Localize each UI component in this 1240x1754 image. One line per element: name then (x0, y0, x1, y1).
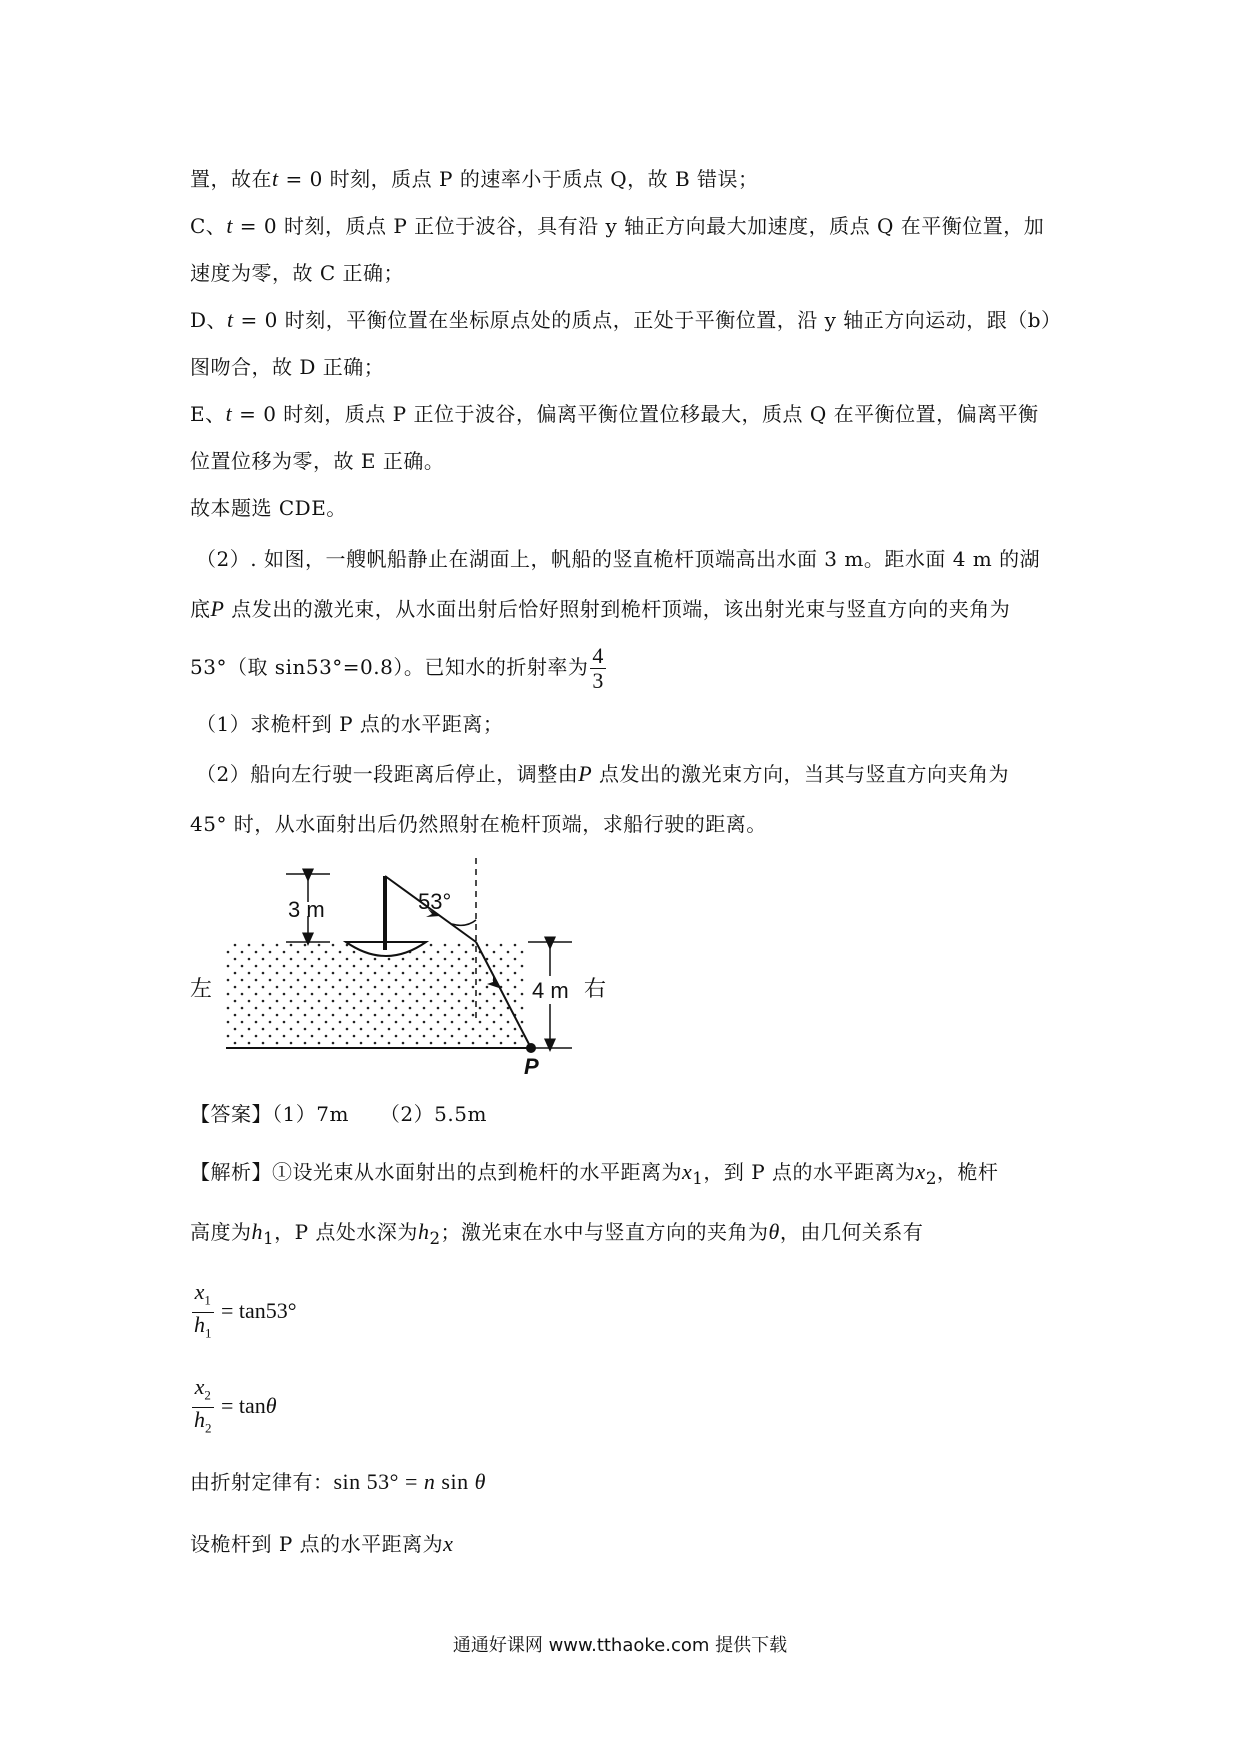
text-span: 高度为 (190, 1220, 252, 1244)
option-d-line (190, 306, 1062, 334)
sub-question-1: （1）求桅杆到 P 点的水平距离； (196, 712, 504, 736)
water-region (226, 940, 526, 1048)
angle-arc (452, 920, 476, 925)
variable-h1: h (251, 1219, 263, 1244)
option-c-line (190, 212, 1044, 240)
text-span: = 0 时刻，质点 P 正位于波谷，偏离平衡位置位移最大，质点 Q 在平衡位置，偏离平衡 (232, 402, 1039, 426)
text-span: ，到 P 点的水平距离为 (703, 1160, 916, 1184)
variable-theta: θ (474, 1469, 486, 1494)
refraction-law-line: 由折射定律有：sin 53° = n sin θ (190, 1469, 486, 1494)
text-span: ；激光束在水中与竖直方向的夹角为 (440, 1220, 769, 1244)
answer-line: 【答案】（1）7m （2）5.5m (190, 1102, 487, 1126)
variable-x: x (443, 1531, 454, 1556)
text-span: = 0 时刻，质点 P 正位于波谷，具有沿 y 轴正方向最大加速度，质点 Q 在平衡位置，加 (232, 214, 1045, 238)
text-span: 53°（取 sin53°=0.8）。已知水的折射率为 (190, 655, 589, 679)
formula-rhs: = tan53° (221, 1297, 297, 1323)
variable-x1: x (682, 1159, 693, 1184)
option-label: E、 (190, 402, 226, 426)
text-span: 点发出的激光束方向，当其与竖直方向夹角为 (592, 762, 1010, 786)
formula-rhs: = tan (221, 1392, 266, 1418)
text-span: ，P 点处水深为 (274, 1220, 418, 1244)
variable-theta: θ (265, 1392, 277, 1418)
text-span: 【解析】①设光束从水面射出的点到桅杆的水平距离为 (190, 1160, 682, 1184)
option-label: C、 (190, 214, 227, 238)
left-direction-label: 左 (190, 976, 213, 1001)
point-p-marker (526, 1043, 536, 1053)
height-label-3m: 3 m (288, 897, 325, 922)
fraction-four-thirds: $\frac{4}{3}$ (592, 643, 604, 693)
text-span: 底 (190, 597, 211, 621)
text-span: ，桅杆 (936, 1160, 999, 1184)
problem-statement-line (190, 644, 608, 693)
sailboat-laser-diagram (190, 858, 610, 1078)
depth-label-4m: 4 m (532, 978, 569, 1003)
variable-x2: x (915, 1159, 926, 1184)
variable-t: t (225, 401, 233, 426)
variable-n: n (423, 1469, 436, 1494)
variable-h2: h (417, 1219, 430, 1244)
option-label: D、 (190, 308, 228, 332)
formula-x1-over-h1: $\frac{x_1}{h_1}$ = tan53° (194, 1279, 297, 1341)
variable-t: t (272, 166, 279, 191)
formula-x2-over-h2: $\frac{x_2}{h_2}$ = tanθ (194, 1374, 277, 1436)
right-direction-label: 右 (584, 976, 607, 1001)
problem-statement-line (190, 595, 1010, 623)
text-span: 设桅杆到 P 点的水平距离为 (190, 1532, 444, 1556)
analysis-line (190, 1530, 453, 1558)
point-p-label: P (210, 596, 225, 621)
page-footer: 通通好课网 www.tthaoke.com 提供下载 (452, 1635, 788, 1656)
text-span: 点发出的激光束，从水面出射后恰好照射到桅杆顶端，该出射光束与竖直方向的夹角为 (224, 597, 1011, 621)
analysis-line: 高度为$h_1$，P 点处水深为$h_2$；激光束在水中与竖直方向的夹角为θ，由几何关系有 (190, 1219, 924, 1248)
angle-label-53: 53° (418, 889, 452, 914)
variable-t: t (227, 307, 234, 332)
variable-t: t (226, 213, 233, 238)
problem-statement-line: （2）. 如图，一艘帆船静止在湖面上，帆船的竖直桅杆顶端高出水面 3 m。距水面 4 m 的湖 (196, 547, 1041, 571)
text-line: 位置位移为零，故 E 正确。 (190, 449, 445, 473)
text-line (190, 165, 759, 193)
conclusion-line: 故本题选 CDE。 (190, 496, 347, 520)
text-span: 置，故在 (190, 167, 272, 191)
text-span: = 0 时刻，质点 P 的速率小于质点 Q，故 B 错误； (278, 167, 759, 191)
analysis-line: 【解析】①设光束从水面射出的点到桅杆的水平距离为$x_1$，到 P 点的水平距离为$x_2$，桅杆 (190, 1159, 999, 1188)
sub-question-2 (196, 760, 1009, 788)
variable-theta: θ (768, 1219, 780, 1244)
text-span: （2）船向左行驶一段距离后停止，调整由 (196, 762, 579, 786)
point-p-label: P (578, 761, 593, 786)
text-line: 图吻合，故 D 正确； (190, 355, 385, 379)
text-span: ，由几何关系有 (779, 1220, 924, 1244)
text-line: 速度为零，故 C 正确； (190, 261, 405, 285)
text-span: = 0 时刻，平衡位置在坐标原点处的质点，正处于平衡位置，沿 y 轴正方向运动，跟（b） (233, 308, 1062, 332)
text-span: 由折射定律有： (190, 1470, 334, 1494)
sub-question-2-cont: 45° 时，从水面射出后仍然照射在桅杆顶端，求船行驶的距离。 (190, 812, 767, 836)
point-p-label: P (524, 1054, 539, 1078)
option-e-line (190, 400, 1039, 428)
